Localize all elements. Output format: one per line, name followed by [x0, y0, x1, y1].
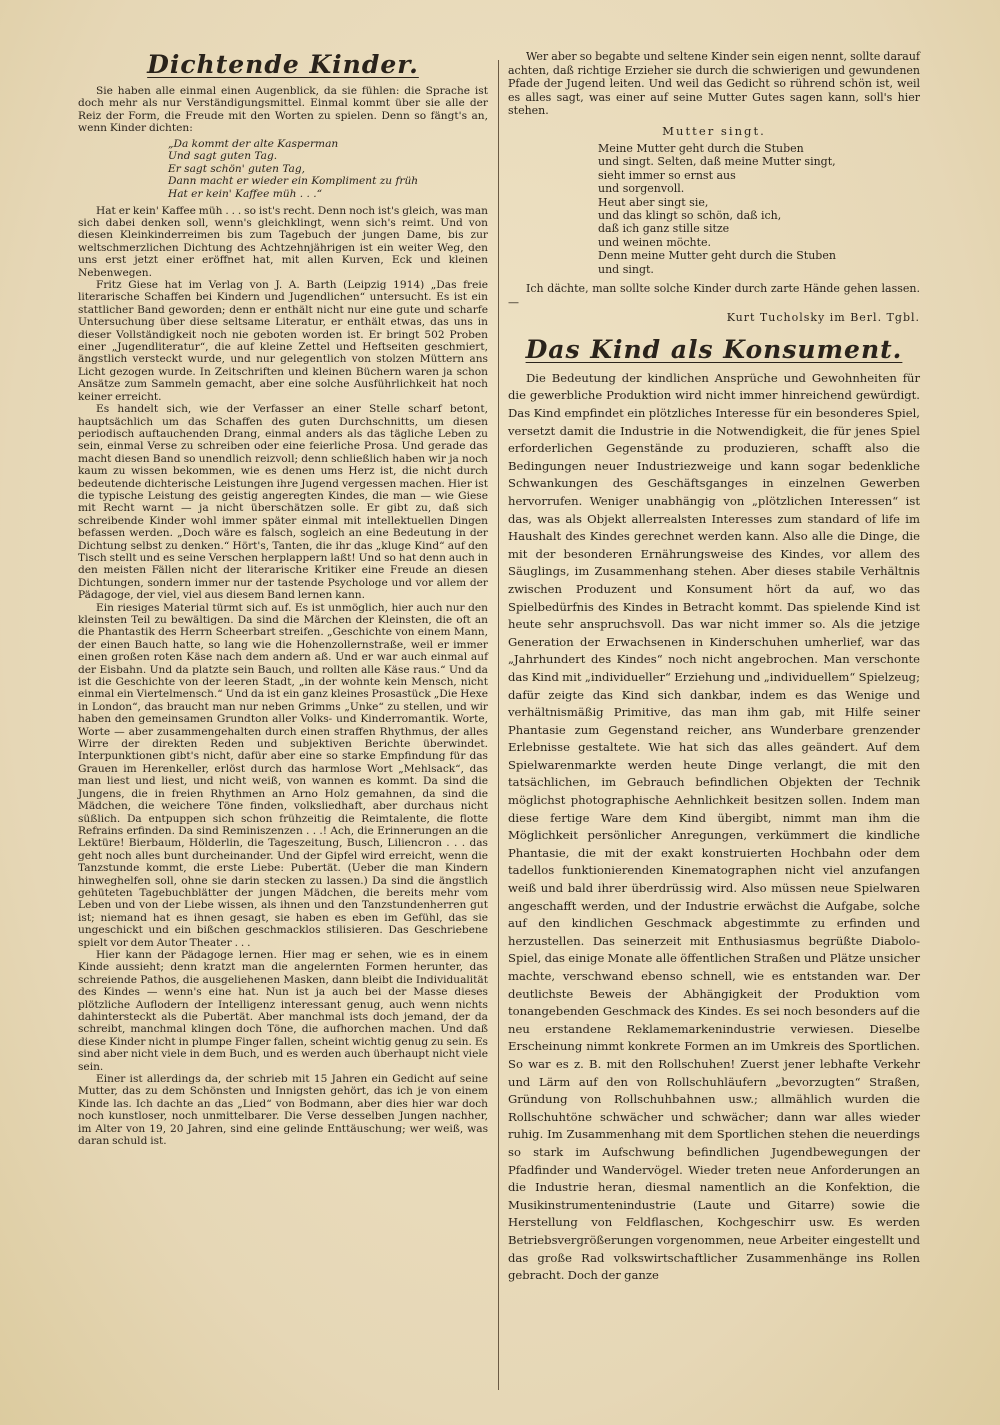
poem-line: Er sagt schön' guten Tag, [168, 162, 306, 175]
paragraph: Fritz Giese hat im Verlag von J. A. Barth (Leipzig 1914) „Das freie literarische Schaffen bei Kindern und Jugendlichen“ untersucht. Es ist ein stattlicher Band geworden; denn er enthält nicht nur eine gute und scharfe Untersuchung über diese seltsame Literatur, er enthält etwas, das uns in dieser Vollständigkeit noch nie geboten worden ist. Er bringt 502 Proben einer „Jugendliteratur“, die auf kleine Zettel und Heftseiten geschmiert, ängstlich versteckt wurde, und nur gelegentlich von stolzen Müttern ans Licht gezogen wurde. In Zeitschriften und kleinen Büchern waren ja schon Ansätze zum Sammeln gemacht, aber eine solche Ausführlichkeit hat noch keiner erreicht. [78, 279, 488, 403]
poem-line: Heut aber singt sie, [598, 195, 709, 209]
article-title-dichtende-kinder: Dichtende Kinder. [147, 50, 419, 79]
poem-kasperman [168, 138, 488, 201]
poem-line: Dann macht er wieder ein Kompliment zu früh [168, 175, 419, 188]
poem-line: daß ich ganz stille sitze [598, 222, 730, 236]
paragraph: Wer aber so begabte und seltene Kinder sein eigen nennt, sollte darauf achten, daß richtige Erzieher sie durch die schwierigen und gewundenen Pfade der Jugend leiten. Und weil das Gedicht so rührend schön ist, weil es alles sagt, was einer auf seine Mutter Gutes sagen kann, soll's hier stehen. [508, 50, 920, 118]
paragraph: Sie haben alle einmal einen Augenblick, da sie fühlen: die Sprache ist doch mehr als nur Verständigungsmittel. Einmal kommt über sie alle der Reiz der Form, die Freude mit den Worten zu spielen. Denn so fängt's an, wenn Kinder dichten: [78, 85, 488, 135]
poem-line: Hat er kein' Kaffee müh . . .“ [168, 188, 323, 200]
poem-mutter-singt [598, 142, 920, 276]
poem-title-mutter-singt: Mutter singt. [662, 123, 766, 138]
poem-line: und singt. Selten, daß meine Mutter singt, [598, 155, 836, 169]
poem-line: Und sagt guten Tag. [168, 150, 278, 163]
paragraph: Hat er kein' Kaffee müh . . . so ist's recht. Denn noch ist's gleich, was man sich dabei denken soll, wenn's gleichklingt, wenn sich's reimt. Und von diesen Kleinkinderreimen bis zum Tagebuch der jungen Dame, bis zur weltschmerzlichen Dichtung des Achtzehnjährigen ist ein weiter Weg, den uns erst jetzt einer eröffnet hat, mit allen Kurven, Eck und kleinen Nebenwegen. [78, 204, 488, 279]
article-title-kind-als-konsument: Das Kind als Konsument. [525, 334, 903, 364]
paragraph: Einer ist allerdings da, der schrieb mit 15 Jahren ein Gedicht auf seine Mutter, das zu dem Schönsten und Innigsten gehört, das ich je von einem Kinde las. Ich dachte an das „Lied“ von Bodmann, aber dies hier war doch noch kunstloser, noch unmittelbarer. Die Verse desselben Jungen nachher, im Alter von 19, 20 Jahren, sind eine gelinde Enttäuschung; wer weiß, was daran schuld ist. [78, 1073, 488, 1148]
poem-line: Meine Mutter geht durch die Stuben [598, 141, 804, 155]
poem-line: Denn meine Mutter geht durch die Stuben [598, 249, 836, 263]
paragraph: Es handelt sich, wie der Verfasser an einer Stelle scharf betont, hauptsächlich um das Schaffen des guten Durchschnitts, um diesen periodisch auftauchenden Drang, einmal anders als das tägliche Leben zu sein, einmal Verse zu schreiben oder eine feierliche Prosa. Und gerade das macht diesen Band so unendlich reizvoll; denn schließlich haben wir ja noch kaum zu wissen bekommen, wie es denen ums Herz ist, die nicht durch bedeutende dichterische Leistungen ihre Jugend vergessen machen. Hier ist die typische Leistung des geistig angeregten Kindes, die man — wie Giese mit Recht warnt — ja nicht überschätzen solle. Er gibt zu, daß sich schreibende Kinder wohl immer später einmal mit intellektuellen Dingen befassen werden. „Doch wäre es falsch, sogleich an eine Bedeutung in der Dichtung selbst zu denken.“ Hört's, Tanten, die ihr das „kluge Kind“ auf den Tisch stellt und es seine Verschen herplappern laßt! Und so hat denn auch in den meisten Fällen nicht der literarische Kritiker eine Freude an diesen Dichtungen, sondern immer nur der tastende Psychologe und vor allem der Pädagoge, der viel, viel aus diesem Band lernen kann. [78, 403, 488, 602]
poem-line: sieht immer so ernst aus [598, 168, 736, 182]
poem-line: und singt. [598, 262, 654, 276]
paragraph: Hier kann der Pädagoge lernen. Hier mag er sehen, wie es in einem Kinde aussieht; denn kratzt man die angelernten Formen herunter, das schreiende Pathos, die ausgeliehenen Masken, dann bleibt die Individualität des Kindes — wenn's eine hat. Nun ist ja auch bei der Masse dieses plötzliche Auflodern der Intelligenz interessant genug, auch wenn nichts dahintersteckt als die Pubertät. Aber manchmal ists doch jemand, der da schreibt, manchmal klingen doch Töne, die aufhorchen machen. Und daß diese Kinder nicht in plumpe Finger fallen, scheint wichtig genug zu sein. Es sind aber nicht viele in dem Buch, und es werden auch überhaupt nicht viele sein. [78, 948, 488, 1073]
poem-line: und sorgenvoll. [598, 182, 685, 196]
paragraph: Die Bedeutung der kindlichen Ansprüche und Gewohnheiten für die gewerbliche Produktion wird nicht immer hinreichend gewürdigt. Das Kind empfindet ein plötzliches Interesse für ein besonderes Spiel, versetzt damit die Industrie in die Notwendigkeit, die für jenes Spiel erforderlichen Gegenstände zu produzieren, schafft also die Bedingungen neuer Industriezweige und kann sogar bedenkliche Schwankungen des Geschäftsganges in einzelnen Gewerben hervorrufen. Weniger unabhängig von „plötzlichen Interessen“ ist das, was als Objekt allerrealsten Interesses zum standard of life im Haushalt des Kindes gerechnet werden kann. Also alle die Dinge, die mit der besonderen Ernährungsweise des Kindes, vor allem des Säuglings, im Zusammenhang stehen. Aber dieses stabile Verhältnis zwischen Produzent und Konsument hört da auf, wo das Spielbedürfnis des Kindes in Betracht kommt. Das spielende Kind ist heute sehr anspruchsvoll. Das war nicht immer so. Als die jetzige Generation der Erwachsenen in Kinderschuhen umherlief, war das „Jahrhundert des Kindes“ noch nicht angebrochen. Man verschonte das Kind mit „individueller“ Erziehung und „individuellem“ Spielzeug; dafür zeigte das Kind sich dankbar, indem es das Wenige und verhältnismäßig Primitive, das man ihm gab, mit Hilfe seiner Phantasie zum Gegenstand reicher, ans Wunderbare grenzender Erlebnisse gestaltete. Wie hat sich das alles geändert. Auf dem Spielwarenmarkte werden heute Dinge verlangt, die mit den tatsächlichen, im Gebrauch befindlichen Objekten der Technik möglichst photographische Aehnlichkeit besitzen sollen. Indem man diese fertige Ware dem Kind übergibt, nimmt man ihm die Möglichkeit persönlicher Anregungen, verkümmert die kindliche Phantasie, die mit der exakt konstruierten Hochbahn oder dem tadellos funktionierenden Kinematographen nicht viel anzufangen weiß und bald ihrer überdrüssig wird. Also müssen neue Spielwaren angeschafft werden, und der Industrie erwächst die Aufgabe, solche auf den kindlichen Geschmack abgestimmte zu erfinden und herzustellen. Das seinerzeit mit Enthusiasmus begrüßte Diabolo-Spiel, das einige Monate alle öffentlichen Straßen und Plätze unsicher machte, verschwand ebenso schnell, wie es entstanden war. Der deutlichste Beweis der Abhängigkeit der Produktion vom tonangebenden Geschmack des Kindes. Es sei noch besonders auf die neu erstandene Reklamemarkenindustrie verwiesen. Dieselbe Erscheinung nimmt konkrete Formen an im Umkreis des Sportlichen. So war es z. B. mit den Rollschuhen! Zuerst jener lebhafte Verkehr und Lärm auf den von Rollschuhläufern „bevorzugten“ Straßen, Gründung von Rollschuhbahnen usw.; allmählich wurden die Rollschuhtöne schwächer und schwächer; dann war alles wieder ruhig. Im Zusammenhang mit dem Sportlichen stehen die neuerdings so stark im Aufschwung befindlichen Jugendbewegungen der Pfadfinder und Wandervögel. Wieder treten neue Anforderungen an die Industrie heran, diesmal namentlich an die Konfektion, die Musikinstrumentenindustrie (Laute und Gitarre) sowie die Herstellung von Feldflaschen, Kochgeschirr usw. Es werden Betriebsvergrößerungen vorgenommen, neue Arbeiter eingestellt und das große Rad volkswirtschaftlicher Zusammenhänge ins Rollen gebracht. Doch der ganze [508, 370, 920, 1283]
poem-line: „Da kommt der alte Kasperman [168, 137, 339, 150]
column-divider [498, 60, 499, 1390]
author-signature: Kurt Tucholsky im Berl. Tgbl. [726, 311, 920, 325]
paragraph: Ein riesiges Material türmt sich auf. Es ist unmöglich, hier auch nur den kleinsten Teil zu bewältigen. Da sind die Märchen der Kleinsten, die oft an die Phantastik des Herrn Scheerbart streifen. „Geschichte von einem Mann, der einen Bauch hatte, so lang wie die Hohenzollernstraße, weil er immer einen großen roten Käse nach dem andern aß. Und er war auch einmal auf der Eisbahn. Und da platzte sein Bauch, und rollten alle Käse raus.“ Und da ist die Geschichte von der leeren Stadt, „in der wohnte kein Mensch, nicht einmal ein Viertelmensch.“ Und da ist ein ganz kleines Prosastück „Die Hexe in London“, das braucht man nur neben Grimms „Unke“ zu stellen, und wir haben den gemeinsamen Grundton aller Volks- und Kinderromantik. Worte, Worte — aber zusammengehalten durch einen straffen Rhythmus, der alles Wirre der direkten Reden und subjektiven Berichte überwindet. Interpunktionen gibt's nicht, dafür aber eine so starke Empfindung für das Grauen im Herenkeller, erlöst durch das harmlose Wort „Mehlsack“, das man liest und liest, und nicht weiß, von wannen es kommt. Da sind die Jungens, die in freien Rhythmen an Arno Holz gemahnen, da sind die Mädchen, die weichere Töne finden, volksliedhaft, aber durchaus nicht süßlich. Da entpuppen sich schon frühzeitig die Reimtalente, die flotte Refrains erfinden. Da sind Reminiszenzen . . .! Ach, die Erinnerungen an die Lektüre! Bierbaum, Hölderlin, die Tageszeitung, Busch, Liliencron . . . das geht noch alles bunt durcheinander. Und der Gipfel wird erreicht, wenn die Tanzstunde kommt, die erste Liebe: Pubertät. (Ueber die man Kindern hinweghelfen soll, ohne sie darin stecken zu lassen.) Da sind die ängstlich gehüteten Tagebuchblätter der jungen Mädchen, die bereits mehr vom Leben und von der Liebe wissen, als ihnen und den Tanzstundenherren gut ist; niemand hat es ihnen gesagt, sie haben es eben im Gefühl, das sie ungeschickt und ein bißchen geschmacklos stilisieren. Das Geschriebene spielt vor dem Autor Theater . . . [78, 601, 488, 949]
left-column [78, 50, 488, 1147]
right-column [508, 50, 920, 1285]
paragraph: Ich dächte, man sollte solche Kinder durch zarte Hände gehen lassen. — [508, 282, 920, 309]
poem-line: und das klingt so schön, daß ich, [598, 209, 782, 222]
poem-line: und weinen möchte. [598, 235, 712, 249]
